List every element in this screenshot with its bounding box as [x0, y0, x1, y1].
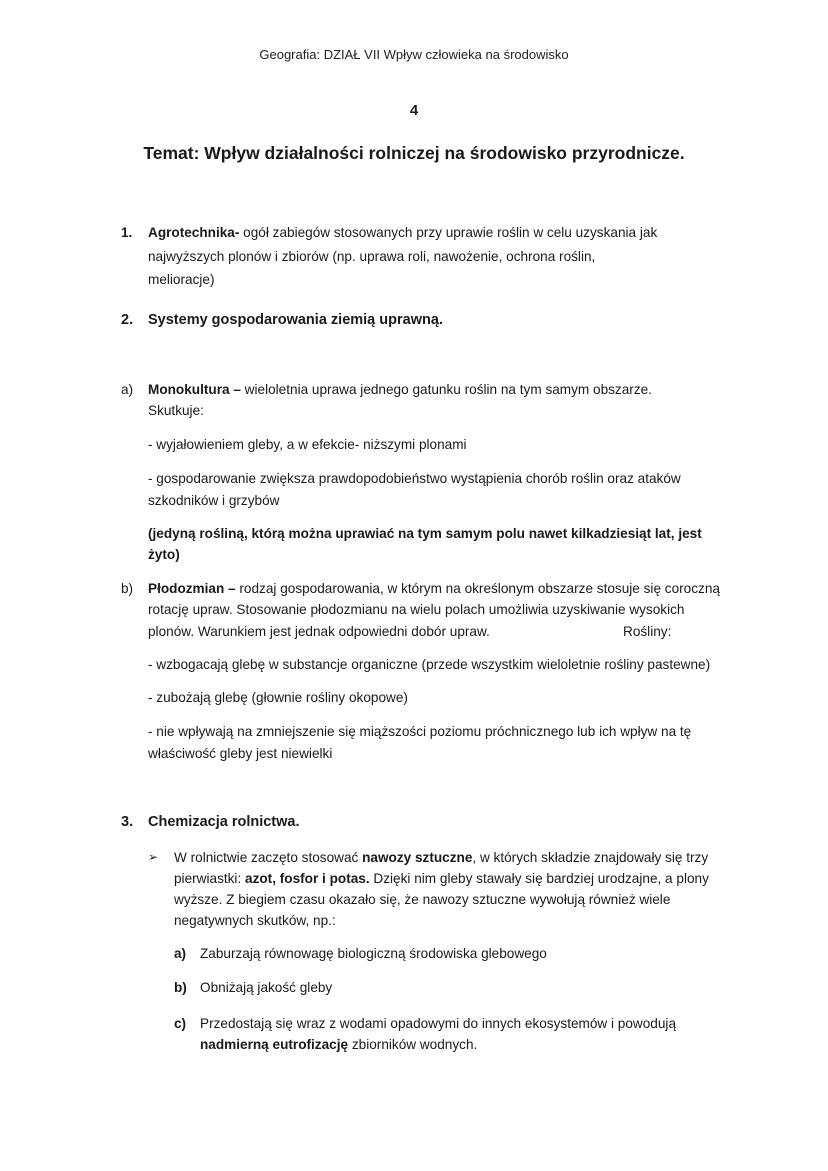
text: Dzięki nim gleby stawały się bardziej urodzajne, a plony — [369, 871, 709, 886]
term: Płodozmian – — [148, 581, 236, 596]
list-marker: a) — [174, 946, 187, 961]
lesson-title: Temat: Wpływ działalności rolniczej na środowisko przyrodnicze. — [143, 143, 685, 163]
term: Monokultura – — [148, 382, 241, 397]
plodozmian-definition — [148, 577, 720, 600]
running-header: Geografia: DZIAŁ VII Wpływ człowieka na środowisko — [259, 47, 569, 62]
effect-item: Zaburzają równowagę biologiczną środowiska glebowego — [200, 946, 547, 961]
effect-item: Przedostają się wraz z wodami opadowymi do innych ekosystemów i powodują — [200, 1016, 677, 1031]
list-number: 3. — [121, 814, 134, 830]
term: Agrotechnika- — [148, 225, 240, 240]
text: W rolnictwie zaczęto stosować — [174, 850, 363, 865]
text-line: Rośliny: — [623, 624, 672, 639]
bullet-item: - wzbogacają glebę w substancje organiczne (przede wszystkim wieloletnie rośliny pastewne) — [148, 657, 711, 672]
bullet-item: - wyjałowieniem gleby, a w efekcie- niższymi plonami — [148, 437, 467, 452]
bold-term: azot, fosfor i potas. — [245, 871, 370, 886]
list-marker: b) — [121, 581, 134, 596]
definition-line: najwyższych plonów i zbiorów (np. uprawa roli, nawożenie, ochrona roślin, — [148, 249, 596, 264]
list-marker: c) — [174, 1016, 187, 1031]
bullet-item-cont: właściwość gleby jest niewielki — [148, 746, 333, 761]
text-line: Skutkuje: — [148, 403, 204, 418]
bullet-item: - gospodarowanie zwiększa prawdopodobieństwo wystąpienia chorób roślin oraz ataków — [148, 471, 681, 486]
effect-item: Obniżają jakość gleby — [200, 980, 333, 995]
list-number: 2. — [121, 312, 134, 328]
note-bold: (jedyną rośliną, którą można uprawiać na tym samym polu nawet kilkadziesiąt lat, jest — [148, 526, 702, 541]
text-line: rotację upraw. Stosowanie płodozmianu na wielu polach umożliwia uzyskiwanie wysokich — [148, 602, 685, 617]
bullet-item: - zubożają glebę (głownie rośliny okopowe) — [148, 690, 408, 705]
definition-line: melioracje) — [148, 272, 215, 287]
definition-text: rodzaj gospodarowania, w którym na określonym obszarze stosuje się coroczną — [235, 581, 720, 596]
paragraph-line: negatywnych skutków, np.: — [174, 913, 336, 928]
section-heading: Chemizacja rolnictwa. — [148, 814, 300, 830]
arrow-bullet-icon: ➢ — [148, 850, 159, 864]
list-marker: b) — [174, 980, 187, 995]
text: , w których składzie znajdowały się trzy — [472, 850, 709, 865]
bold-term: nawozy sztuczne — [362, 850, 473, 865]
list-number: 1. — [121, 225, 133, 240]
monokultura-definition — [148, 378, 652, 401]
bullet-item: - nie wpływają na zmniejszenie się miąższości poziomu próchnicznego lub ich wpływ na tę — [148, 724, 692, 739]
bold-term: nadmierną eutrofizację — [200, 1037, 349, 1052]
paragraph-line — [174, 867, 709, 890]
page-number: 4 — [409, 102, 419, 119]
definition-text: wieloletnia uprawa jednego gatunku roślin na tym samym obszarze. — [240, 382, 652, 397]
text: zbiorników wodnych. — [348, 1037, 478, 1052]
text-line: plonów. Warunkiem jest jednak odpowiedni dobór upraw. — [148, 624, 490, 639]
paragraph-line: wyższe. Z biegiem czasu okazało się, że nawozy sztuczne wywołują również wiele — [174, 892, 671, 907]
section-heading: Systemy gospodarowania ziemią uprawną. — [148, 312, 443, 328]
effect-item-cont — [200, 1033, 477, 1056]
definition-text: ogół zabiegów stosowanych przy uprawie roślin w celu uzyskania jak — [239, 225, 658, 240]
text: pierwiastki: — [174, 871, 246, 886]
paragraph-line — [174, 846, 708, 869]
list-marker: a) — [121, 382, 134, 397]
note-bold-cont: żyto) — [148, 547, 180, 562]
bullet-item-cont: szkodników i grzybów — [148, 493, 280, 508]
definition-line — [148, 221, 657, 244]
